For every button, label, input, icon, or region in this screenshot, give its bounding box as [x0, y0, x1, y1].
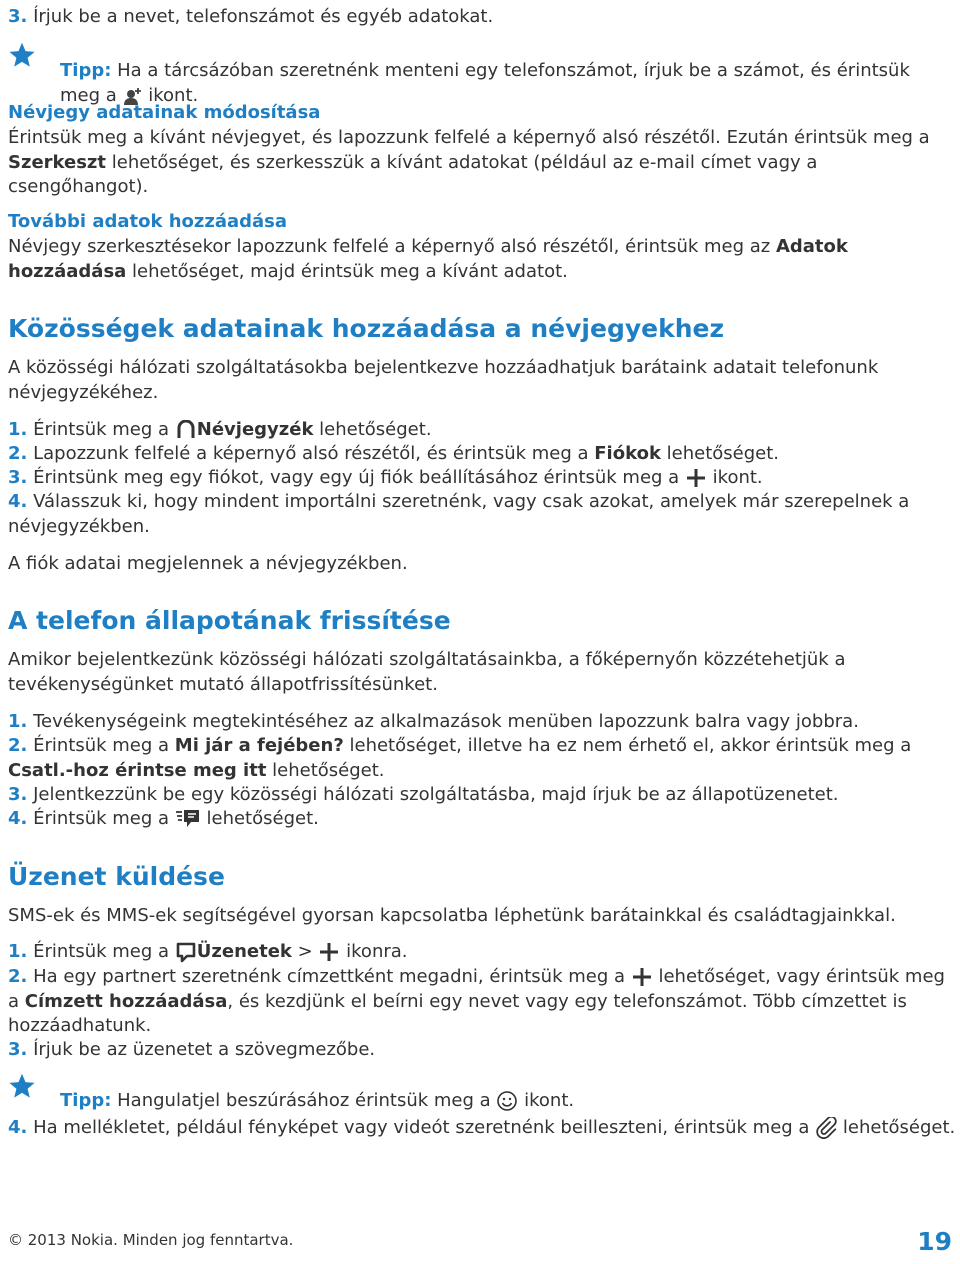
- message-step-2: [8, 965, 956, 1039]
- text: Lapozzunk felfelé a képernyő alsó részétől, és érintsük meg a: [27, 443, 595, 464]
- text: , és kezdjünk el beírni egy nevet vagy egy telefonszámot. Több címzettet is hozzáadhatunk.: [8, 990, 907, 1036]
- step-number: 4.: [8, 1117, 28, 1138]
- bold-text: Fiókok: [594, 443, 661, 464]
- star-icon: [8, 1072, 36, 1100]
- text: Érintsük meg a: [27, 419, 175, 440]
- add-info-paragraph: [8, 235, 956, 284]
- tip-label: Tipp:: [60, 1090, 112, 1111]
- text: Hangulatjel beszúrásához érintsük meg a: [111, 1090, 497, 1111]
- message-icon: [175, 941, 197, 963]
- text: Tevékenységeink megtekintéséhez az alkalmazások menüben lapozzunk balra vagy jobbra.: [27, 711, 859, 732]
- status-step-4: [8, 807, 319, 832]
- text: Névjegy szerkesztésekor lapozzunk felfelé a képernyő alsó részétől, érintsük meg az: [8, 236, 776, 257]
- bold-text: Mi jár a fejében?: [174, 735, 344, 756]
- text: lehetőséget, majd érintsük meg a kívánt adatot.: [126, 260, 568, 282]
- status-heading: A telefon állapotának frissítése: [8, 606, 451, 635]
- step-3: [8, 5, 493, 30]
- text: Érintsük meg a: [27, 808, 175, 829]
- tip-2: [60, 1089, 955, 1114]
- text: Érintsünk meg egy fiókot, vagy egy új fiók beállításához érintsük meg a: [27, 467, 685, 488]
- bold-text: Adatok hozzáadása: [8, 236, 848, 282]
- message-step-3: [8, 1038, 375, 1063]
- message-step-4: [8, 1116, 956, 1141]
- text: lehetőséget, illetve ha ez nem érhető el, akkor érintsük meg a: [343, 735, 912, 756]
- bold-text: Névjegyzék: [196, 419, 314, 440]
- text: Ha egy partnert szeretnénk címzettként megadni, érintsük meg a: [27, 966, 631, 987]
- text: lehetőséget.: [660, 443, 780, 464]
- message-step-1: [8, 940, 408, 965]
- step-number: 2.: [8, 443, 28, 464]
- text: Jelentkezzünk be egy közösségi hálózati szolgáltatásba, majd írjuk be az állapotüzenetet.: [27, 784, 839, 805]
- bold-text: Üzenetek: [196, 941, 292, 962]
- text: lehetőséget.: [837, 1117, 956, 1138]
- plus-icon: [685, 467, 707, 489]
- bold-text: Címzett hozzáadása: [24, 990, 228, 1012]
- plus-icon: [631, 966, 653, 988]
- text: ikont.: [518, 1090, 575, 1111]
- text: >: [291, 941, 319, 962]
- step-number: 4.: [8, 808, 28, 829]
- status-intro: Amikor bejelentkezünk közösségi hálózati szolgáltatásainkba, a főképernyőn közzétehetjük a tevékenységünket mutató állapotfrissítésünket.: [8, 649, 846, 695]
- text: Válasszuk ki, hogy mindent importálni szeretnénk, vagy csak azokat, amelyek már szerepelnek a névjegyzékben.: [8, 491, 910, 537]
- bold-text: Csatl.-hoz érintse meg itt: [8, 759, 267, 781]
- page-number: 19: [917, 1227, 952, 1256]
- step-number: 1.: [8, 711, 28, 732]
- social-heading: Közösségek adatainak hozzáadása a névjegyekhez: [8, 314, 725, 343]
- smiley-icon: [496, 1090, 518, 1112]
- people-icon: [175, 420, 197, 440]
- step-number: 2.: [8, 966, 28, 987]
- text: Érintsük meg a: [27, 735, 175, 756]
- text: Érintsük meg a kívánt névjegyet, és lapozzunk felfelé a képernyő alsó részétől. Ezután érintsük meg a: [8, 127, 930, 148]
- text: ikonra.: [340, 941, 408, 962]
- step-number: 3.: [8, 1039, 28, 1060]
- edit-contact-paragraph: [8, 126, 956, 200]
- social-step-1: [8, 418, 432, 443]
- step-number: 1.: [8, 419, 28, 440]
- plus-icon: [318, 941, 340, 963]
- star-icon: [8, 41, 36, 69]
- text: Ha mellékletet, például fényképet vagy videót szeretnénk beilleszteni, érintsük meg a: [27, 1117, 816, 1138]
- step-number: 2.: [8, 735, 28, 756]
- text: lehetőséget.: [266, 759, 385, 781]
- text: ikont.: [706, 467, 763, 488]
- message-heading: Üzenet küldése: [8, 862, 225, 891]
- step-text: Írjuk be a nevet, telefonszámot és egyéb adatokat.: [27, 6, 494, 27]
- step-number: 3.: [8, 784, 28, 805]
- text: lehetőséget.: [200, 808, 319, 829]
- step-number: 3.: [8, 6, 28, 27]
- text: lehetőséget, vagy érintsük meg a: [8, 966, 945, 1012]
- message-intro: SMS-ek és MMS-ek segítségével gyorsan kapcsolatba léphetünk barátainkkal és családtagjainkkal.: [8, 905, 896, 926]
- social-step-2: [8, 442, 779, 467]
- paperclip-icon: [815, 1117, 837, 1139]
- text: Érintsük meg a: [27, 941, 175, 962]
- edit-contact-heading: Névjegy adatainak módosítása: [8, 102, 321, 123]
- step-number: 1.: [8, 941, 28, 962]
- step-number: 4.: [8, 491, 28, 512]
- tip-text: Ha a tárcsázóban szeretnénk menteni egy telefonszámot, írjuk be a számot, és érintsük meg a: [60, 60, 910, 106]
- text: lehetőséget.: [313, 419, 432, 440]
- social-outro: A fiók adatai megjelennek a névjegyzékben.: [8, 553, 408, 574]
- social-step-3: [8, 466, 763, 491]
- text: lehetőséget, és szerkesszük a kívánt adatokat (például az e-mail címet vagy a csengőhangot).: [8, 151, 818, 197]
- add-info-heading: További adatok hozzáadása: [8, 211, 288, 232]
- text: Írjuk be az üzenetet a szövegmezőbe.: [27, 1039, 376, 1060]
- status-update-icon: [175, 808, 201, 830]
- social-step-4: [8, 490, 956, 539]
- social-intro: A közösségi hálózati szolgáltatásokba bejelentkezve hozzáadhatjuk barátaink adatait telefonunk névjegyzékéhez.: [8, 357, 879, 403]
- tip-label: Tipp:: [60, 60, 112, 81]
- status-step-1: [8, 710, 859, 735]
- status-step-3: [8, 783, 839, 808]
- tip-text-end: ikont.: [142, 84, 199, 106]
- bold-text: Szerkeszt: [8, 151, 107, 173]
- status-step-2: [8, 734, 956, 783]
- copyright: © 2013 Nokia. Minden jog fenntartva.: [8, 1231, 294, 1249]
- step-number: 3.: [8, 467, 28, 488]
